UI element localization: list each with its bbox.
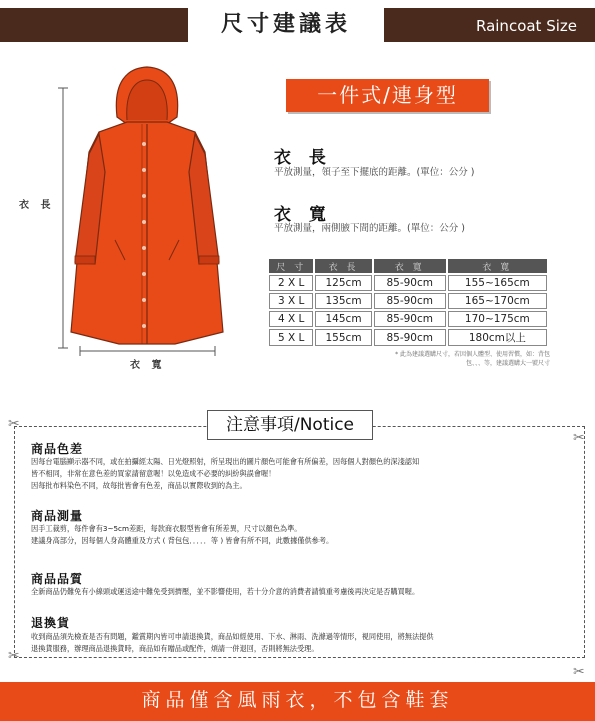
- table-cell: 155~165cm: [448, 275, 547, 291]
- raincoat-illustration: [55, 62, 245, 362]
- header-bar: [0, 8, 595, 42]
- section-title-quality: 商品品質: [31, 572, 84, 586]
- size-note: * 此為建議選購尺寸，若因個人體型、使用習慣，如：背包包、、、等，建議選購大一號尺寸: [395, 351, 550, 367]
- table-cell: 4 X L: [269, 311, 313, 327]
- table-row: [269, 311, 547, 327]
- body-line: 皆不相同，非常在意色差的買家請留意喔！以免造成不必要的糾紛與誤會喔！: [31, 469, 276, 478]
- table-row: [269, 275, 547, 291]
- section-body-measure: [31, 523, 581, 547]
- body-line: 全新商品仍難免有小線頭或運送途中難免受到擠壓，並不影響使用，若十分介意的消費者請慎重考慮後再決定是否購買喔。: [31, 587, 420, 596]
- raincoat-diagram: [19, 62, 245, 371]
- section-title-return: 退換貨: [31, 616, 71, 630]
- section-body-return: [31, 631, 581, 655]
- body-line: 因每批布料染色不同，故每批皆會有色差，商品以實際收到的為主。: [31, 481, 247, 490]
- table-row: [269, 293, 547, 309]
- scissors-icon: ✂: [573, 664, 585, 680]
- table-cell: 5 X L: [269, 329, 313, 346]
- footer-banner: 商品僅含風雨衣，不包含鞋套: [0, 682, 595, 721]
- scissors-icon: ✂: [573, 430, 585, 446]
- section-body-quality: [31, 586, 581, 598]
- length-measure-title: 衣 長: [274, 148, 332, 168]
- table-cell: 145cm: [315, 311, 371, 327]
- table-header: 衣 長: [315, 259, 371, 273]
- scissors-icon: ✂: [8, 416, 20, 432]
- table-header: 衣 寬: [448, 259, 547, 273]
- body-line: 建議身高部分，因每個人身高體重及方式 ( 背包包．．．．．等 ) 皆會有所不同，此數據僅供參考。: [31, 536, 334, 545]
- page-title: 尺寸建議表: [188, 8, 384, 42]
- table-header: 衣 寬: [374, 259, 446, 273]
- scissors-icon: ✂: [8, 648, 20, 664]
- width-label: 衣 寬: [130, 360, 166, 371]
- body-line: 因手工裁剪，每件會有3~5cm差距，每款商衣服型皆會有所差異，尺寸以顏色為準。: [31, 524, 302, 533]
- table-cell: 85-90cm: [374, 329, 446, 346]
- notice-title: 注意事項/Notice: [207, 410, 373, 440]
- table-cell: 85-90cm: [374, 293, 446, 309]
- table-cell: 85-90cm: [374, 311, 446, 327]
- table-header: 尺 寸: [269, 259, 313, 273]
- table-cell: 125cm: [315, 275, 371, 291]
- body-line: 退換貨服務，辦理商品退換貨時，商品如有贈品或配件，煩請一併退回，否則將無法受理。: [31, 644, 319, 653]
- table-cell: 180cm以上: [448, 329, 547, 346]
- body-line: 收到商品須先檢查是否有問題，鑑賞期內皆可申請退換貨，商品如經使用、下水、淋雨、洗滌過等情形，視同使用，將無法提供: [31, 632, 434, 641]
- body-line: 因每台電腦顯示器不同，或在拍攝經太陽、日光燈照射，所呈現出的圖片顏色可能會有所偏差，因每個人對顏色的深淺認知: [31, 457, 420, 466]
- table-cell: 2 X L: [269, 275, 313, 291]
- table-cell: 155cm: [315, 329, 371, 346]
- table-cell: 85-90cm: [374, 275, 446, 291]
- page-subtitle: Raincoat Size: [475, 17, 577, 35]
- table-cell: 165~170cm: [448, 293, 547, 309]
- table-cell: 135cm: [315, 293, 371, 309]
- size-table: [267, 257, 549, 348]
- type-badge: 一件式/連身型: [286, 79, 489, 112]
- table-cell: 170~175cm: [448, 311, 547, 327]
- width-measure-desc: 平放測量，兩側腋下間的距離。(單位：公分 ): [274, 223, 465, 234]
- width-measure-title: 衣 寬: [274, 205, 332, 225]
- section-body-color: [31, 456, 581, 492]
- table-cell: 3 X L: [269, 293, 313, 309]
- section-title-measure: 商品測量: [31, 509, 84, 523]
- length-measure-desc: 平放測量，領子至下擺底的距離。(單位：公分 ): [274, 167, 475, 178]
- table-header-row: [269, 259, 547, 273]
- length-label: 衣 長: [19, 200, 55, 211]
- section-title-color: 商品色差: [31, 442, 84, 456]
- table-row: [269, 329, 547, 346]
